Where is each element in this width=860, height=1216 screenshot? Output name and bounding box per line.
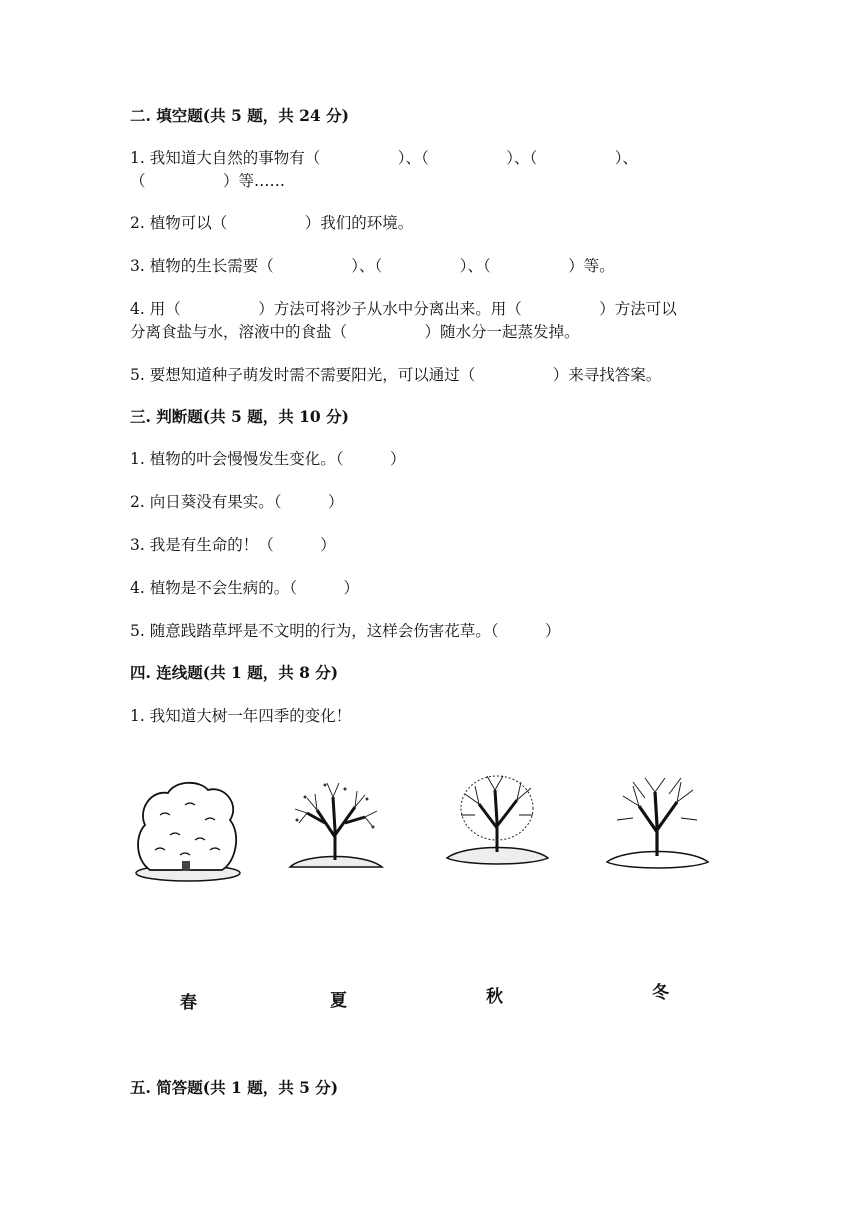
fill-q3: 3. 植物的生长需要（ ）、（ ）、（ ）等。 [130, 257, 615, 275]
fill-q2: 2. 植物可以（ ）我们的环境。 [130, 214, 414, 232]
match-q1: 1. 我知道大树一年四季的变化！ [130, 707, 352, 725]
judge-q4: 4. 植物是不会生病的。（ ） [130, 579, 359, 597]
section4-heading: 四. 连线题(共 1 题，共 8 分) [130, 663, 339, 682]
fill-q1-line1: 1. 我知道大自然的事物有（ ）、（ ）、（ ）、 [130, 149, 638, 167]
judge-q2: 2. 向日葵没有果实。（ ） [130, 493, 344, 511]
fill-q1-line2: （ ）等…… [130, 172, 286, 190]
season-label: 秋 [486, 987, 503, 1007]
fill-q5: 5. 要想知道种子萌发时需不需要阳光，可以通过（ ）来寻找答案。 [130, 366, 662, 384]
fill-q4-line1: 4. 用（ ）方法可将沙子从水中分离出来。用（ ）方法可以 [130, 300, 677, 318]
bare-tree-icon [605, 770, 710, 875]
section5-heading: 五. 简答题(共 1 题，共 5 分) [130, 1078, 339, 1097]
fill-q4-line2: 分离食盐与水，溶液中的食盐（ ）随水分一起蒸发掉。 [130, 323, 580, 341]
season-label: 夏 [330, 991, 347, 1011]
judge-q3: 3. 我是有生命的！（ ） [130, 536, 336, 554]
sparse-tree-icon [285, 775, 385, 880]
judge-q1: 1. 植物的叶会慢慢发生变化。（ ） [130, 450, 406, 468]
judge-q5: 5. 随意践踏草坪是不文明的行为，这样会伤害花草。（ ） [130, 622, 561, 640]
full-tree-icon [445, 770, 550, 870]
section3-heading: 三. 判断题(共 5 题，共 10 分) [130, 407, 349, 426]
season-label: 冬 [652, 983, 669, 1003]
season-label: 春 [180, 993, 197, 1013]
leafy-bush-icon [130, 775, 245, 885]
section2-heading: 二. 填空题(共 5 题，共 24 分) [130, 106, 349, 125]
